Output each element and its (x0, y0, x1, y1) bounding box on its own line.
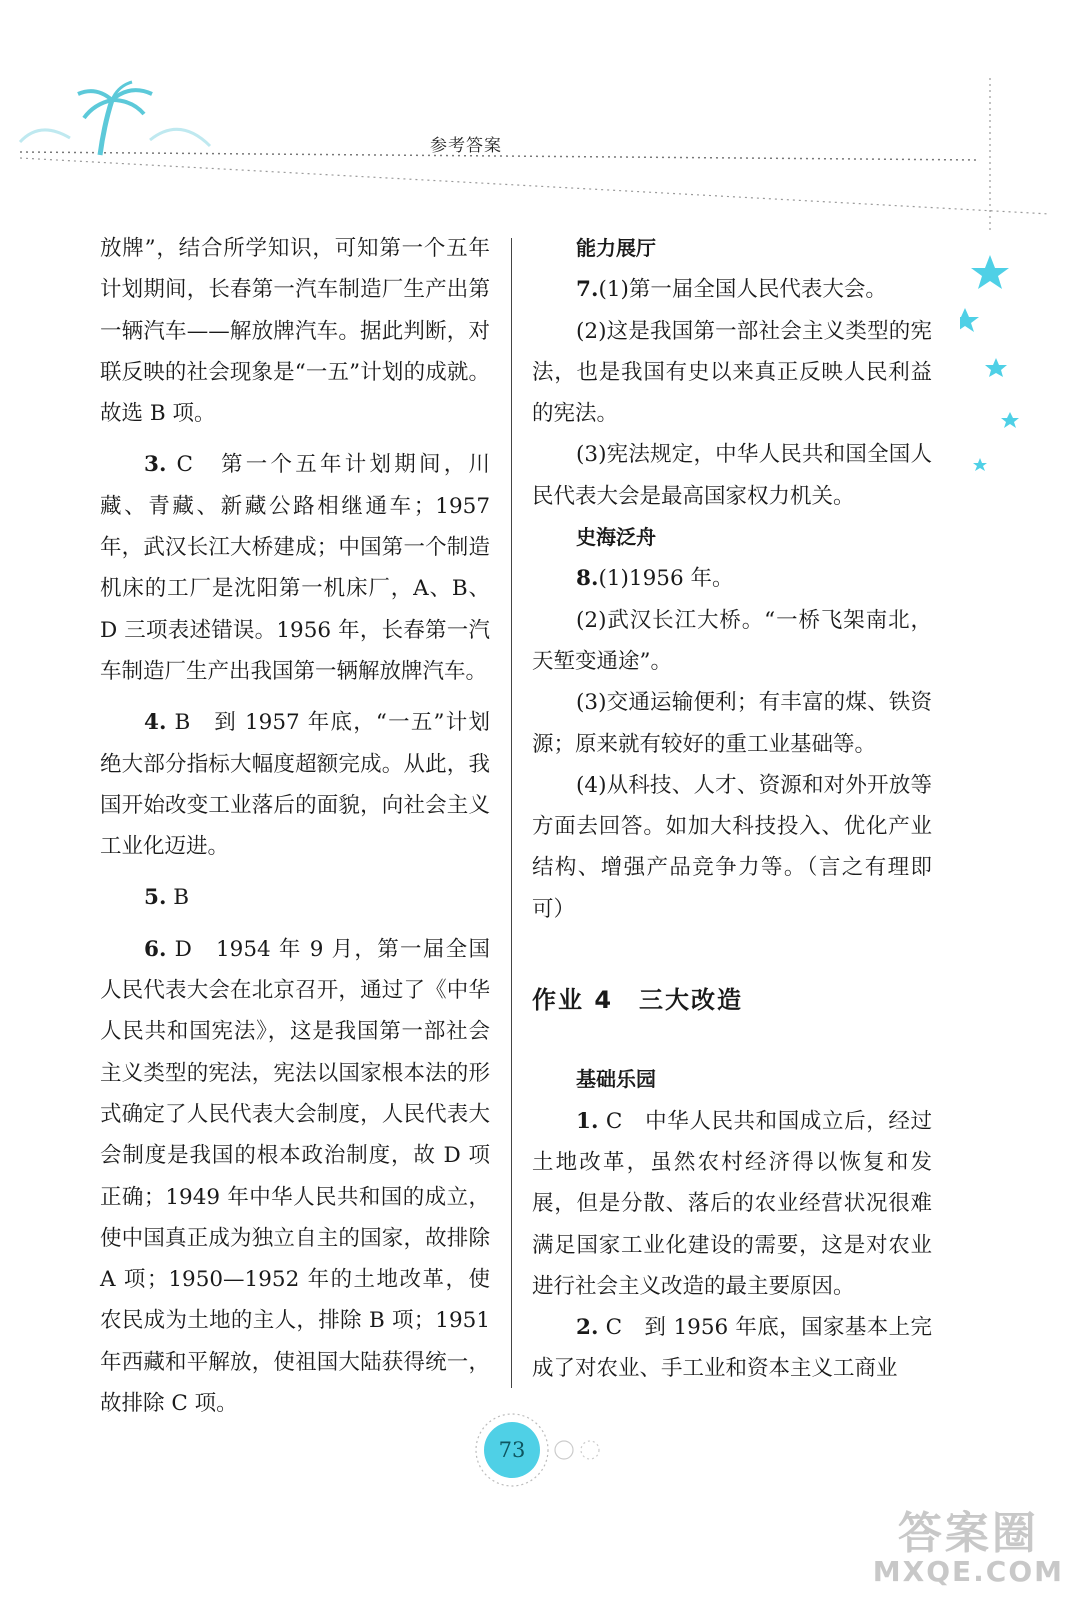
answer-4-text: B 到 1957 年底，“一五”计划绝大部分指标大幅度超额完成。从此，我国开始改变工业落后的面貌，向社会主义工业化迈进。 (100, 710, 490, 860)
column-divider (511, 238, 512, 1388)
header-title: 参考答案 (430, 136, 502, 156)
answer-8-part-3: (3)交通运输便利；有丰富的煤、铁资源；原来就有较好的重工业基础等。 (532, 690, 932, 757)
answer-5 (100, 877, 490, 918)
answer-2-number: 2. (576, 1315, 599, 1341)
answer-4-number: 4. (144, 710, 167, 736)
answer-8-part-2: (2)武汉长江大桥。“一桥飞架南北，天堑变通途”。 (532, 607, 932, 674)
answer-2 (532, 1307, 932, 1390)
right-column (532, 228, 932, 1390)
star-decoration-icon (960, 60, 1040, 500)
watermark-logo-text: 答案圈 (897, 1508, 1039, 1559)
page-number: 73 (484, 1422, 540, 1478)
answer-2-text: C 到 1956 年底，国家基本上完成了对农业、手工业和资本主义工商业 (532, 1315, 932, 1382)
answer-7-1-text: (1)第一届全国人民代表大会。 (598, 277, 887, 303)
answer-3-number: 3. (144, 452, 167, 478)
answer-3-text: C 第一个五年计划期间，川藏、青藏、新藏公路相继通车；1957 年，武汉长江大桥建成；中国第一个制造机床的工厂是沈阳第一机床厂，A、B、D 三项表述错误。1956 年，长春第一汽车制造厂生产出我国第一辆解放牌汽车。 (100, 452, 490, 684)
answer-6-text: D 1954 年 9 月，第一届全国人民代表大会在北京召开，通过了《中华人民共和国宪法》，这是我国第一部社会主义类型的宪法，宪法以国家根本法的形式确定了人民代表大会制度，人民代表大会制度是我国的根本政治制度，故 D 项正确；1949 年中华人民共和国的成立，使中国真正成为独立自主的国家，故排除 A 项；1950—1952 年的土地改革，使农民成为土地的主人，排除 B 项；1951 年西藏和平解放，使祖国大陆获得统一，故排除 C 项。 (100, 936, 490, 1417)
watermark-url: MXQE.COM (872, 1555, 1064, 1588)
left-column (100, 228, 490, 1424)
answer-8-number: 8. (576, 566, 599, 592)
heading-ability-hall: 能力展厅 (576, 236, 656, 260)
heading-history-boat: 史海泛舟 (576, 525, 656, 550)
answer-7-part-1 (532, 269, 932, 310)
answer-7-part-3: (3)宪法规定，中华人民共和国全国人民代表大会是最高国家权力机关。 (532, 442, 932, 509)
answer-1-number: 1. (576, 1108, 599, 1134)
section-title: 作业 4 三大改造 (532, 986, 744, 1015)
answer-7-number: 7. (576, 277, 599, 303)
answer-2-continued: 放牌”，结合所学知识，可知第一个五年计划期间，长春第一汽车制造厂生产出第一辆汽车——解放牌汽车。据此判断，对联反映的社会现象是“一五”计划的成就。故选 B 项。 (100, 236, 490, 427)
answer-8-part-4: (4)从科技、人才、资源和对外开放等方面去回答。如加大科技投入、优化产业结构、增强产品竞争力等。（言之有理即可） (532, 772, 932, 922)
answer-6-number: 6. (144, 936, 167, 962)
watermark (873, 1497, 1064, 1588)
answer-4 (100, 702, 490, 867)
answer-3 (100, 444, 490, 692)
answer-8-part-1 (532, 558, 932, 599)
palm-tree-icon (0, 80, 230, 160)
answer-5-text: B (166, 885, 190, 911)
page-number-badge (472, 1410, 612, 1494)
answer-5-number: 5. (144, 885, 167, 911)
heading-basic-garden: 基础乐园 (576, 1067, 656, 1092)
answer-1-text: C 中华人民共和国成立后，经过土地改革，虽然农村经济得以恢复和发展，但是分散、落后的农业经营状况很难满足国家工业化建设的需要，这是对农业进行社会主义改造的最主要原因。 (532, 1108, 932, 1299)
answer-7-part-2: (2)这是我国第一部社会主义类型的宪法，也是我国有史以来真正反映人民利益的宪法。 (532, 318, 932, 427)
answer-6 (100, 929, 490, 1425)
answer-1 (532, 1101, 932, 1307)
answer-8-1-text: (1)1956 年。 (598, 566, 734, 592)
